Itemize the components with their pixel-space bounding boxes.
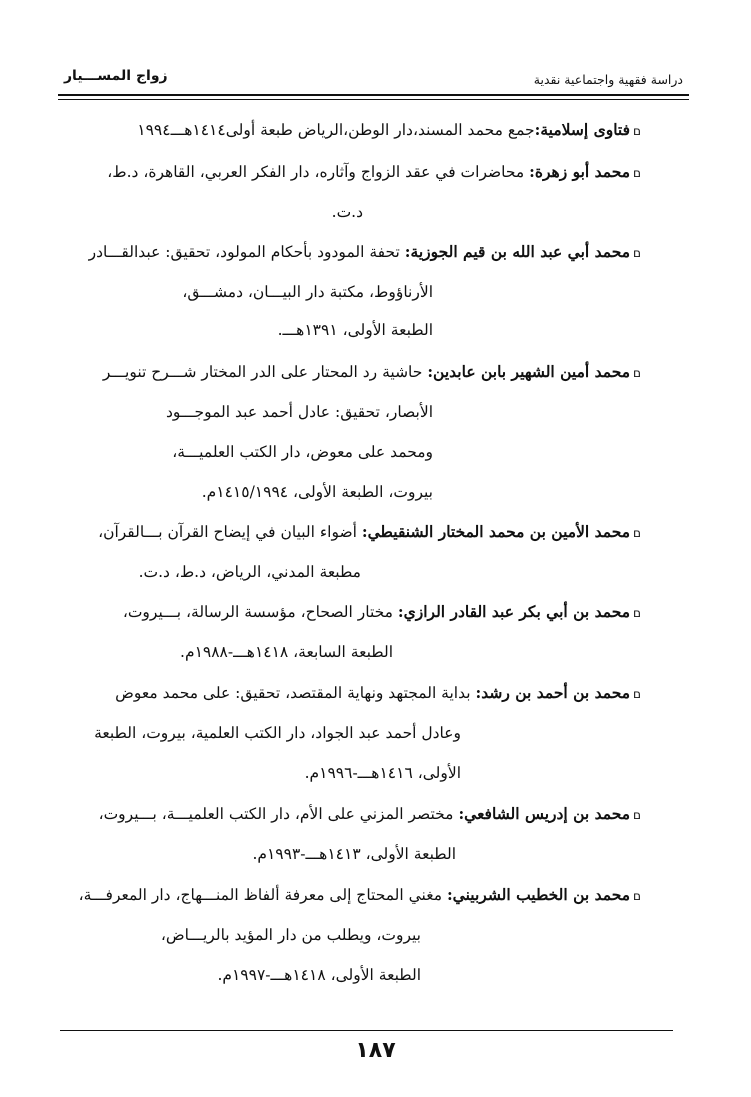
entry-author: محمد بن الخطيب الشربيني:: [446, 885, 631, 904]
entry-continuation: الطبعة الأولى، ١٣٩١هـــ.: [277, 321, 433, 339]
square-bullet-icon: ם: [633, 366, 641, 380]
entry-text: تحفة المودود بأحكام المولود، تحقيق: عبدالقـــادر: [88, 243, 400, 261]
entry-author: فتاوى إسلامية:: [534, 120, 631, 139]
bibliography-entry: [99, 804, 641, 823]
entry-author: محمد الأمين بن محمد المختار الشنقيطي:: [361, 522, 631, 541]
square-bullet-icon: ם: [633, 808, 641, 822]
entry-text: مغني المحتاج إلى معرفة ألفاظ المنـــهاج، دار المعرفـــة،: [78, 886, 443, 904]
bibliography-entry: [103, 362, 641, 381]
entry-continuation: بيروت، ويطلب من دار المؤيد بالريـــاض،: [160, 926, 421, 944]
entry-continuation: وعادل أحمد عبد الجواد، دار الكتب العلمية، بيروت، الطبعة: [94, 724, 461, 742]
entry-author: محمد بن أبي بكر عبد القادر الرازي:: [397, 602, 631, 621]
entry-text: حاشية رد المحتار على الدر المختار شـــرح تنويـــر: [102, 363, 423, 381]
square-bullet-icon: ם: [633, 166, 641, 180]
entry-text: أضواء البيان في إيضاح القرآن بـــالقرآن،: [98, 523, 357, 541]
entry-author: محمد أبو زهرة:: [529, 162, 631, 181]
footer-rule: [60, 1030, 673, 1031]
entry-continuation: الأولى، ١٤١٦هـــ-١٩٩٦م.: [304, 764, 461, 782]
entry-text: مختصر المزني على الأم، دار الكتب العلميـــة، بـــيروت،: [98, 805, 454, 823]
entry-continuation: الأبصار، تحقيق: عادل أحمد عبد الموجـــود: [165, 403, 433, 421]
running-header-subtitle: دراسة فقهية واجتماعية نقدية: [533, 72, 683, 87]
running-header-book-title: زواج المســـيار: [64, 68, 168, 84]
entry-continuation: ومحمد على معوض، دار الكتب العلميـــة،: [172, 443, 433, 461]
entry-author: محمد بن إدريس الشافعي:: [458, 804, 631, 823]
header-rule: [58, 94, 689, 100]
page-number: ١٨٧: [355, 1038, 396, 1063]
entry-continuation: الأرناؤوط، مكتبة دار البيـــان، دمشـــق،: [182, 283, 433, 301]
bibliography-entry: [79, 885, 641, 904]
entry-continuation: د.ت.: [331, 203, 363, 221]
bibliography-entry: [89, 242, 641, 261]
entry-text: جمع محمد المسند،دار الوطن،الرياض طبعة أولى١٤١٤هـــ١٩٩٤: [137, 121, 535, 139]
entry-text: محاضرات في عقد الزواج وآثاره، دار الفكر العربي، القاهرة، د.ط،: [107, 163, 525, 181]
bibliography-entry: [98, 522, 641, 541]
entry-continuation: الطبعة السابعة، ١٤١٨هـــ-١٩٨٨م.: [180, 643, 393, 661]
entry-continuation: الطبعة الأولى، ١٤١٨هـــ-١٩٩٧م.: [217, 966, 421, 984]
entry-author: محمد أمين الشهير بابن عابدين:: [427, 362, 631, 381]
entry-author: محمد أبي عبد الله بن قيم الجوزية:: [404, 242, 631, 261]
entry-text: مختار الصحاح، مؤسسة الرسالة، بـــيروت،: [122, 603, 393, 621]
square-bullet-icon: ם: [633, 606, 641, 620]
entry-continuation: الطبعة الأولى، ١٤١٣هـــ-١٩٩٣م.: [252, 845, 456, 863]
square-bullet-icon: ם: [633, 124, 641, 138]
entry-text: بداية المجتهد ونهاية المقتصد، تحقيق: على محمد معوض: [115, 684, 471, 702]
bibliography-entry: [123, 602, 641, 621]
bibliography-entry: [137, 120, 641, 139]
bibliography-entry: [115, 683, 641, 702]
entry-author: محمد بن أحمد بن رشد:: [475, 683, 631, 702]
square-bullet-icon: ם: [633, 889, 641, 903]
square-bullet-icon: ם: [633, 687, 641, 701]
square-bullet-icon: ם: [633, 526, 641, 540]
entry-continuation: مطبعة المدني، الرياض، د.ط، د.ت.: [138, 563, 361, 581]
square-bullet-icon: ם: [633, 246, 641, 260]
bibliography-entry: [107, 162, 641, 181]
entry-continuation: بيروت، الطبعة الأولى، ١٤١٥/١٩٩٤م.: [201, 483, 433, 501]
